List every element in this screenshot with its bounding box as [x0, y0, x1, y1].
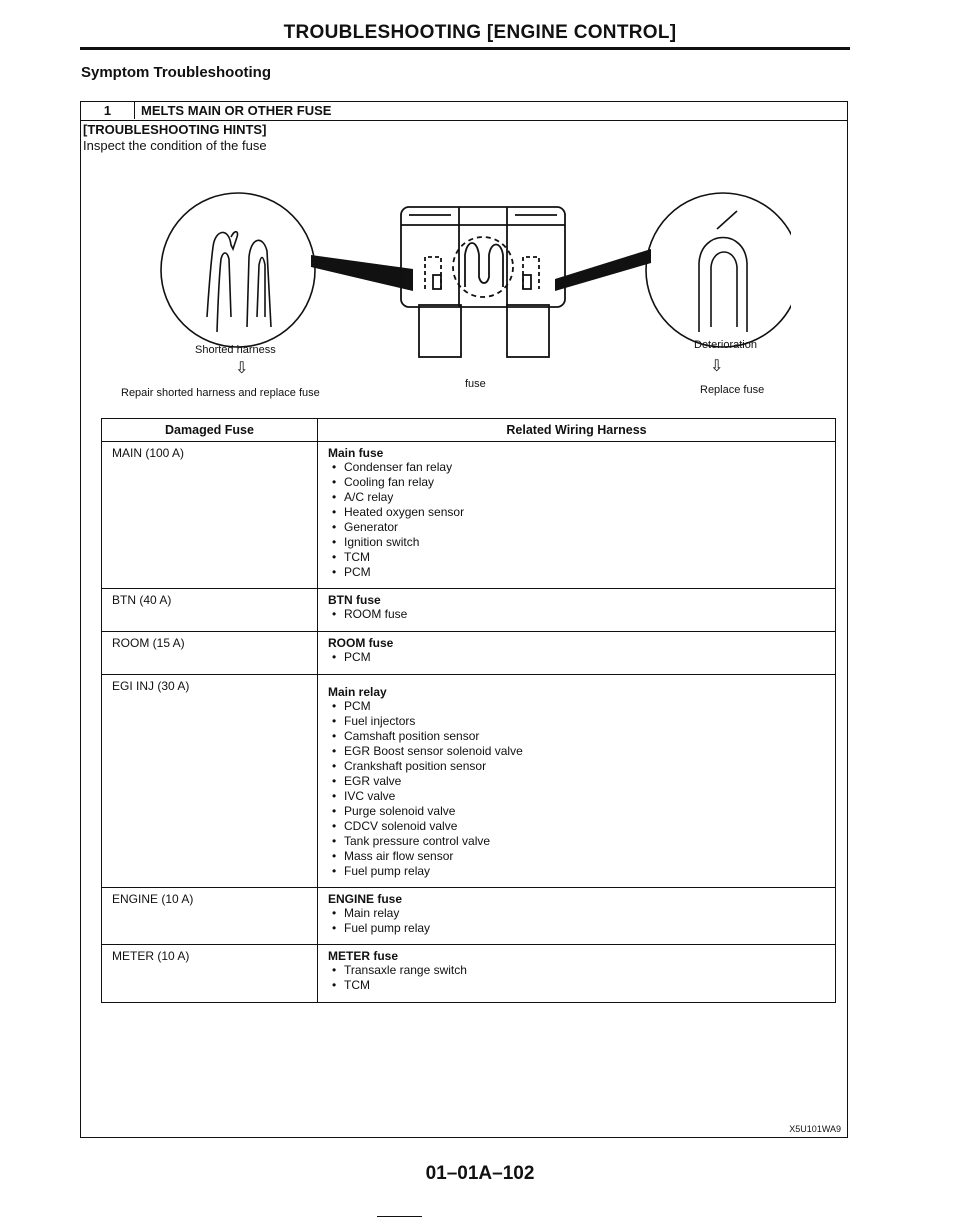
damaged-fuse-cell: ROOM (15 A) [102, 632, 318, 675]
table-row [102, 888, 836, 945]
shorted-harness-caption: Shorted harness [195, 344, 276, 356]
list-item: • A/C relay [328, 490, 825, 505]
harness-list [328, 460, 825, 580]
related-harness-cell [318, 888, 836, 945]
harness-list [328, 607, 825, 622]
header-rule [80, 47, 850, 50]
down-arrow-icon: ⇩ [235, 360, 249, 377]
zoom-beam-left [311, 255, 413, 291]
list-item: • CDCV solenoid valve [328, 819, 825, 834]
shorted-harness-detail [161, 193, 315, 347]
list-item: • Fuel pump relay [328, 921, 825, 936]
related-harness-cell [318, 442, 836, 589]
damaged-fuse-cell: ENGINE (10 A) [102, 888, 318, 945]
deterioration-caption: Deterioration [694, 339, 757, 351]
footer-rule [377, 1216, 422, 1217]
list-item: • TCM [328, 978, 825, 993]
damaged-fuse-cell: MAIN (100 A) [102, 442, 318, 589]
step-title: MELTS MAIN OR OTHER FUSE [141, 103, 332, 118]
list-item: • ROOM fuse [328, 607, 825, 622]
harness-group-title: ENGINE fuse [328, 892, 403, 906]
section-title: Symptom Troubleshooting [81, 64, 271, 81]
related-harness-cell [318, 632, 836, 675]
related-harness-cell [318, 589, 836, 632]
list-item: • Condenser fan relay [328, 460, 825, 475]
step-row [81, 102, 847, 121]
list-item: • Tank pressure control valve [328, 834, 825, 849]
list-item: • Mass air flow sensor [328, 849, 825, 864]
list-item: • Purge solenoid valve [328, 804, 825, 819]
list-item: • Fuel pump relay [328, 864, 825, 879]
table-row [102, 589, 836, 632]
table-row [102, 442, 836, 589]
harness-list [328, 963, 825, 993]
list-item: • Heated oxygen sensor [328, 505, 825, 520]
list-item: • Crankshaft position sensor [328, 759, 825, 774]
list-item: • PCM [328, 699, 825, 714]
list-item: • Generator [328, 520, 825, 535]
list-item: • Main relay [328, 906, 825, 921]
list-item: • PCM [328, 565, 825, 580]
harness-group-title: METER fuse [328, 949, 399, 963]
harness-group-title: Main relay [328, 685, 387, 699]
damaged-fuse-header: Damaged Fuse [102, 419, 318, 442]
list-item: • Transaxle range switch [328, 963, 825, 978]
step-number: 1 [81, 102, 135, 119]
harness-group-title: ROOM fuse [328, 636, 394, 650]
fuse-body [401, 207, 565, 357]
list-item: • EGR valve [328, 774, 825, 789]
table-row [102, 675, 836, 888]
hints-title: [TROUBLESHOOTING HINTS] [83, 122, 267, 137]
harness-group-title: BTN fuse [328, 593, 381, 607]
harness-list [328, 699, 825, 879]
list-item: • Cooling fan relay [328, 475, 825, 490]
harness-list [328, 650, 825, 665]
list-item: • PCM [328, 650, 825, 665]
damaged-fuse-cell: EGI INJ (30 A) [102, 675, 318, 888]
damaged-fuse-cell: BTN (40 A) [102, 589, 318, 632]
table-header-row [102, 419, 836, 442]
fuse-harness-table [101, 418, 836, 1003]
list-item: • Camshaft position sensor [328, 729, 825, 744]
figure-code: X5U101WA9 [789, 1124, 841, 1134]
related-harness-cell [318, 945, 836, 1003]
table-row [102, 945, 836, 1003]
damaged-fuse-cell: METER (10 A) [102, 945, 318, 1003]
fuse-caption: fuse [465, 378, 486, 390]
list-item: • IVC valve [328, 789, 825, 804]
hints-text: Inspect the condition of the fuse [83, 138, 267, 153]
harness-group-title: Main fuse [328, 446, 384, 460]
list-item: • EGR Boost sensor solenoid valve [328, 744, 825, 759]
related-harness-cell [318, 675, 836, 888]
down-arrow-icon: ⇩ [710, 358, 724, 375]
related-harness-header: Related Wiring Harness [318, 419, 836, 442]
shorted-harness-action: Repair shorted harness and replace fuse [121, 387, 320, 399]
deterioration-action: Replace fuse [700, 384, 765, 396]
deterioration-detail [646, 193, 791, 347]
list-item: • Fuel injectors [328, 714, 825, 729]
page-header-title: TROUBLESHOOTING [ENGINE CONTROL] [283, 22, 677, 43]
list-item: • TCM [328, 550, 825, 565]
table-row [102, 632, 836, 675]
harness-list [328, 906, 825, 936]
list-item: • Ignition switch [328, 535, 825, 550]
zoom-beam-right [555, 249, 651, 291]
page-number: 01–01A–102 [425, 1163, 535, 1184]
